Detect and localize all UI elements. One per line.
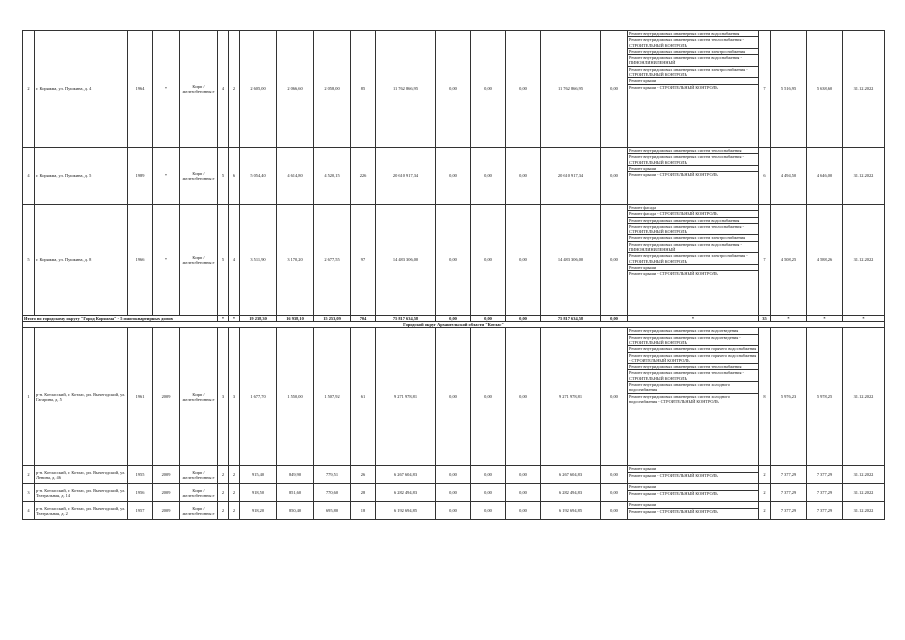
cell-area-living: 779,51: [314, 466, 351, 484]
cell-num: 1: [23, 328, 35, 466]
work-item: Ремонт внутридомовых инженерных систем теплоснабжения - СТРОИТЕЛЬНЫЙ КОНТРОЛЬ: [628, 224, 758, 236]
cell-address: р-н. Котласский, г. Котлас, рп. Вычегодский, ул. Гагарина, д. 5: [35, 328, 128, 466]
total-residents: 704: [351, 316, 376, 322]
cell-deadline: 31.12.2022: [843, 502, 885, 520]
works-cell: [628, 205, 759, 316]
cell-floors: 2: [218, 484, 229, 502]
cell-fund-owners: 6 192 694,85: [541, 502, 601, 520]
cell-fund-reg: 0,00: [471, 148, 506, 205]
cell-fund-mun: 0,00: [506, 466, 541, 484]
cell-year-renov: 2009: [153, 328, 180, 466]
cell-wall: Кирп / железобетонны е: [180, 502, 218, 520]
cell-fund-owners: 14 483 306,00: [541, 205, 601, 316]
cell-max-cost: 5 978,25: [807, 328, 843, 466]
cell-fund-owners: 6 282 494,83: [541, 484, 601, 502]
total-area-living: 15 253,09: [314, 316, 351, 322]
cell-deadline: 31.12.2022: [843, 148, 885, 205]
cell-residents: 226: [351, 148, 376, 205]
table-row: [23, 148, 885, 205]
works-cell: [628, 328, 759, 466]
cell-year-renov: *: [153, 31, 180, 148]
cell-deadline: 31.12.2022: [843, 31, 885, 148]
work-item: Ремонт внутридомовых инженерных систем теплоснабжения: [628, 364, 758, 370]
work-item: Ремонт фасада: [628, 205, 758, 211]
cell-area-premises: 849,90: [277, 466, 314, 484]
cell-fund-reg: 0,00: [471, 205, 506, 316]
work-item: Ремонт крыши - СТРОИТЕЛЬНЫЙ КОНТРОЛЬ: [629, 172, 718, 178]
cell-area-total: 5 054,40: [240, 148, 277, 205]
cell-residents: 97: [351, 205, 376, 316]
cell-area-premises: 2 066,60: [277, 31, 314, 148]
cell-fund-fed: 0,00: [436, 328, 471, 466]
table-row: [23, 328, 885, 466]
cell-entrances: 4: [229, 205, 240, 316]
cell-entrances: 6: [229, 148, 240, 205]
table-body: [23, 31, 885, 520]
cell-wall: Кирп / железобетонны е: [180, 148, 218, 205]
cell-year-renov: 2009: [153, 502, 180, 520]
cell-work-count: 2: [759, 484, 771, 502]
cell-fund-mun: 0,00: [506, 31, 541, 148]
cell-area-premises: 850,40: [277, 502, 314, 520]
cell-cost-total: 6 282 494,83: [376, 484, 436, 502]
cell-fund-mun: 0,00: [506, 484, 541, 502]
cell-fund-reg: 0,00: [471, 328, 506, 466]
cell-num: 4: [23, 148, 35, 205]
cell-fund-mun: 0,00: [506, 205, 541, 316]
cell-fund-other: 0,00: [601, 502, 628, 520]
work-item: Ремонт внутридомовых инженерных систем водоснабжения: [628, 218, 758, 224]
cell-floors: 5: [218, 205, 229, 316]
cell-num: 2: [23, 466, 35, 484]
total-area-premises: 16 938,10: [277, 316, 314, 322]
table-row: [23, 466, 885, 484]
cell-floors: 5: [218, 148, 229, 205]
cell-work-count: 2: [759, 466, 771, 484]
cell-wall: Кирп / железобетонны е: [180, 31, 218, 148]
cell-fund-fed: 0,00: [436, 148, 471, 205]
work-item: Ремонт внутридомовых инженерных систем горячего водоснабжения - СТРОИТЕЛЬНЫЙ КОНТРОЛЬ: [629, 352, 757, 363]
table-row: [23, 484, 885, 502]
cell-area-living: 770,60: [314, 484, 351, 502]
cell-area-living: 2 058,00: [314, 31, 351, 148]
total-cost-total: 75 817 634,58: [376, 316, 436, 322]
cell-area-premises: 3 170,20: [277, 205, 314, 316]
cell-fund-fed: 0,00: [436, 502, 471, 520]
cell-unit-cost: 7 377,29: [771, 466, 807, 484]
work-item: Ремонт внутридомовых инженерных систем холодного водоснабжения: [628, 382, 758, 394]
works-cell: [628, 502, 759, 520]
cell-area-total: 915,40: [240, 466, 277, 484]
cell-year-renov: 2009: [153, 484, 180, 502]
cell-fund-other: 0,00: [601, 148, 628, 205]
cell-fund-owners: 20 610 917,34: [541, 148, 601, 205]
work-item: Ремонт крыши: [628, 466, 758, 472]
cell-year-built: 1964: [128, 31, 153, 148]
work-item: Ремонт внутридомовых инженерных систем электроснабжения - СТРОИТЕЛЬНЫЙ КОНТРОЛЬ: [628, 67, 758, 79]
cell-fund-reg: 0,00: [471, 484, 506, 502]
cell-max-cost: 4 588,26: [807, 205, 843, 316]
cell-deadline: 31.12.2022: [843, 466, 885, 484]
works-cell: [628, 148, 759, 205]
cell-max-cost: 7 377,29: [807, 466, 843, 484]
total-label: Итого по городскому округу "Город Коряжма" - 5 многоквартирных домов: [23, 316, 218, 322]
cell-address: г. Коряжма, ул. Пушкина, д. 8: [35, 205, 128, 316]
cell-residents: 26: [351, 466, 376, 484]
total-unit-cost: *: [771, 316, 807, 322]
work-item: Ремонт внутридомовых инженерных систем холодного водоснабжения - СТРОИТЕЛЬНЫЙ КОНТРОЛЬ: [629, 393, 731, 404]
cell-work-count: 6: [759, 148, 771, 205]
cell-fund-owners: 9 271 978,81: [541, 328, 601, 466]
cell-fund-fed: 0,00: [436, 31, 471, 148]
cell-unit-cost: 7 377,29: [771, 502, 807, 520]
cell-fund-mun: 0,00: [506, 328, 541, 466]
cell-fund-fed: 0,00: [436, 466, 471, 484]
cell-num: 2: [23, 31, 35, 148]
cell-year-built: 1989: [128, 148, 153, 205]
cell-max-cost: 5 638,60: [807, 31, 843, 148]
total-works: *: [628, 316, 759, 322]
cell-floors: 2: [218, 502, 229, 520]
cell-num: 5: [23, 205, 35, 316]
works-cell: [628, 484, 759, 502]
cell-deadline: 31.12.2022: [843, 205, 885, 316]
cell-entrances: 3: [229, 328, 240, 466]
cell-area-living: 1 507,92: [314, 328, 351, 466]
cell-fund-mun: 0,00: [506, 148, 541, 205]
cell-area-total: 2 605,00: [240, 31, 277, 148]
cell-fund-mun: 0,00: [506, 502, 541, 520]
work-item: Ремонт внутридомовых инженерных систем электроснабжения: [628, 235, 758, 241]
total-fund-owners: 75 817 634,58: [541, 316, 601, 322]
cell-residents: 18: [351, 502, 376, 520]
cell-area-total: 1 677,70: [240, 328, 277, 466]
cell-wall: Кирп / железобетонны е: [180, 328, 218, 466]
table-row: [23, 205, 885, 316]
cell-wall: Кирп / железобетонны е: [180, 484, 218, 502]
work-item: Ремонт внутридомовых инженерных систем электроснабжения: [628, 49, 758, 55]
total-fund-fed: 0,00: [436, 316, 471, 322]
works-cell: [628, 466, 759, 484]
document-page: [22, 30, 874, 520]
total-fund-mun: 0,00: [506, 316, 541, 322]
cell-fund-other: 0,00: [601, 466, 628, 484]
cell-entrances: 2: [229, 502, 240, 520]
cell-fund-owners: 11 762 866,95: [541, 31, 601, 148]
work-item: Ремонт крыши: [628, 78, 758, 84]
work-item: Ремонт крыши: [628, 265, 758, 271]
capital-repair-table: [22, 30, 885, 520]
section-title: Городской округ Архангельской области "Котлас": [23, 322, 885, 328]
cell-cost-total: 6 267 604,83: [376, 466, 436, 484]
cell-num: 4: [23, 502, 35, 520]
cell-address: г. Коряжма, ул. Пушкина, д. 4: [35, 31, 128, 148]
works-cell: [628, 31, 759, 148]
cell-fund-reg: 0,00: [471, 31, 506, 148]
cell-fund-owners: 6 267 604,83: [541, 466, 601, 484]
table-row: [23, 502, 885, 520]
cell-unit-cost: 5 516,95: [771, 31, 807, 148]
total-deadline: *: [843, 316, 885, 322]
cell-residents: 85: [351, 31, 376, 148]
work-item: Ремонт крыши: [628, 166, 758, 172]
work-item: Ремонт фасада - СТРОИТЕЛЬНЫЙ КОНТРОЛЬ: [628, 211, 758, 217]
total-c2: *: [229, 316, 240, 322]
cell-work-count: 7: [759, 205, 771, 316]
work-item: Ремонт внутридомовых инженерных систем водоотведения: [628, 328, 758, 334]
cell-deadline: 31.12.2022: [843, 484, 885, 502]
cell-max-cost: 7 377,29: [807, 502, 843, 520]
cell-year-renov: 2009: [153, 466, 180, 484]
cell-residents: 28: [351, 484, 376, 502]
cell-address: р-н. Котласский, г. Котлас, рп. Вычегодский, ул. Театральная, д. 14: [35, 484, 128, 502]
cell-fund-reg: 0,00: [471, 502, 506, 520]
cell-fund-other: 0,00: [601, 328, 628, 466]
cell-floors: 3: [218, 328, 229, 466]
total-c1: *: [218, 316, 229, 322]
cell-cost-total: 11 762 866,95: [376, 31, 436, 148]
work-item: Ремонт крыши - СТРОИТЕЛЬНЫЙ КОНТРОЛЬ: [629, 472, 718, 478]
cell-year-built: 1956: [128, 484, 153, 502]
cell-year-renov: *: [153, 205, 180, 316]
work-item: Ремонт внутридомовых инженерных систем теплоснабжения - СТРОИТЕЛЬНЫЙ КОНТРОЛЬ: [628, 370, 758, 382]
total-fund-other: 0,00: [601, 316, 628, 322]
cell-cost-total: 20 610 917,34: [376, 148, 436, 205]
cell-max-cost: 4 646,00: [807, 148, 843, 205]
work-item: Ремонт внутридомовых инженерных систем теплоснабжения: [628, 148, 758, 154]
total-work-count: 35: [759, 316, 771, 322]
cell-work-count: 7: [759, 31, 771, 148]
cell-cost-total: 6 192 694,85: [376, 502, 436, 520]
cell-floors: 4: [218, 31, 229, 148]
work-item: Ремонт крыши - СТРОИТЕЛЬНЫЙ КОНТРОЛЬ: [629, 490, 718, 496]
cell-wall: Кирп / железобетонны е: [180, 466, 218, 484]
work-item: Ремонт внутридомовых инженерных систем водоснабжения - ПИНОНЛИНИЛЕННЫЙ: [628, 242, 758, 254]
work-item: Ремонт крыши: [628, 502, 758, 508]
cell-area-living: 4 520,15: [314, 148, 351, 205]
cell-area-premises: 4 614,80: [277, 148, 314, 205]
work-item: Ремонт крыши - СТРОИТЕЛЬНЫЙ КОНТРОЛЬ: [629, 84, 718, 90]
cell-cost-total: 9 271 978,81: [376, 328, 436, 466]
cell-unit-cost: 7 377,29: [771, 484, 807, 502]
work-item: Ремонт крыши - СТРОИТЕЛЬНЫЙ КОНТРОЛЬ: [629, 271, 718, 277]
total-area-total: 19 238,30: [240, 316, 277, 322]
cell-entrances: 2: [229, 31, 240, 148]
cell-year-built: 1955: [128, 466, 153, 484]
cell-area-total: 3 511,90: [240, 205, 277, 316]
cell-floors: 2: [218, 466, 229, 484]
cell-fund-other: 0,00: [601, 31, 628, 148]
work-item: Ремонт крыши: [628, 484, 758, 490]
cell-unit-cost: 5 976,23: [771, 328, 807, 466]
cell-address: р-н. Котласский, г. Котлас, рп. Вычегодский, ул. Театральная, д. 2: [35, 502, 128, 520]
cell-max-cost: 7 377,29: [807, 484, 843, 502]
cell-num: 3: [23, 484, 35, 502]
work-item: Ремонт внутридомовых инженерных систем водоотведения - СТРОИТЕЛЬНЫЙ КОНТРОЛЬ: [628, 335, 758, 347]
cell-year-built: 1957: [128, 502, 153, 520]
cell-year-built: 1966: [128, 205, 153, 316]
work-item: Ремонт внутридомовых инженерных систем теплоснабжения - СТРОИТЕЛЬНЫЙ КОНТРОЛЬ: [628, 37, 758, 49]
cell-entrances: 2: [229, 484, 240, 502]
cell-unit-cost: 4 508,25: [771, 205, 807, 316]
cell-area-living: 695,80: [314, 502, 351, 520]
table-row: [23, 31, 885, 148]
cell-unit-cost: 4 494,50: [771, 148, 807, 205]
cell-work-count: 8: [759, 328, 771, 466]
cell-fund-other: 0,00: [601, 205, 628, 316]
cell-address: г. Коряжма, ул. Пушкина, д. 5: [35, 148, 128, 205]
cell-cost-total: 14 483 306,00: [376, 205, 436, 316]
work-item: Ремонт внутридомовых инженерных систем теплоснабжения - СТРОИТЕЛЬНЫЙ КОНТРОЛЬ: [628, 154, 758, 166]
cell-deadline: 31.12.2022: [843, 328, 885, 466]
cell-area-living: 2 677,55: [314, 205, 351, 316]
cell-area-premises: 1 550,00: [277, 328, 314, 466]
cell-area-total: 918,50: [240, 484, 277, 502]
work-item: Ремонт внутридомовых инженерных систем горячего водоснабжения: [629, 346, 757, 352]
cell-fund-fed: 0,00: [436, 484, 471, 502]
work-item: Ремонт внутридомовых инженерных систем электроснабжения - СТРОИТЕЛЬНЫЙ КОНТРОЛЬ: [628, 253, 758, 265]
cell-residents: 61: [351, 328, 376, 466]
cell-entrances: 2: [229, 466, 240, 484]
total-fund-reg: 0,00: [471, 316, 506, 322]
cell-year-renov: *: [153, 148, 180, 205]
cell-area-total: 918,20: [240, 502, 277, 520]
cell-fund-fed: 0,00: [436, 205, 471, 316]
cell-year-built: 1961: [128, 328, 153, 466]
cell-address: р-н. Котласский, г. Котлас, рп. Вычегодский, ул. Ленина, д. 46: [35, 466, 128, 484]
work-item: Ремонт внутридомовых инженерных систем водоснабжения - ПИНОНЛИНИЛЕННЫЙ: [628, 55, 758, 67]
cell-area-premises: 851,60: [277, 484, 314, 502]
cell-fund-other: 0,00: [601, 484, 628, 502]
work-item: Ремонт крыши - СТРОИТЕЛЬНЫЙ КОНТРОЛЬ: [629, 508, 718, 514]
total-max-cost: *: [807, 316, 843, 322]
work-item: Ремонт внутридомовых инженерных систем водоснабжения: [628, 31, 758, 37]
cell-fund-reg: 0,00: [471, 466, 506, 484]
cell-work-count: 2: [759, 502, 771, 520]
cell-wall: Кирп / железобетонны е: [180, 205, 218, 316]
